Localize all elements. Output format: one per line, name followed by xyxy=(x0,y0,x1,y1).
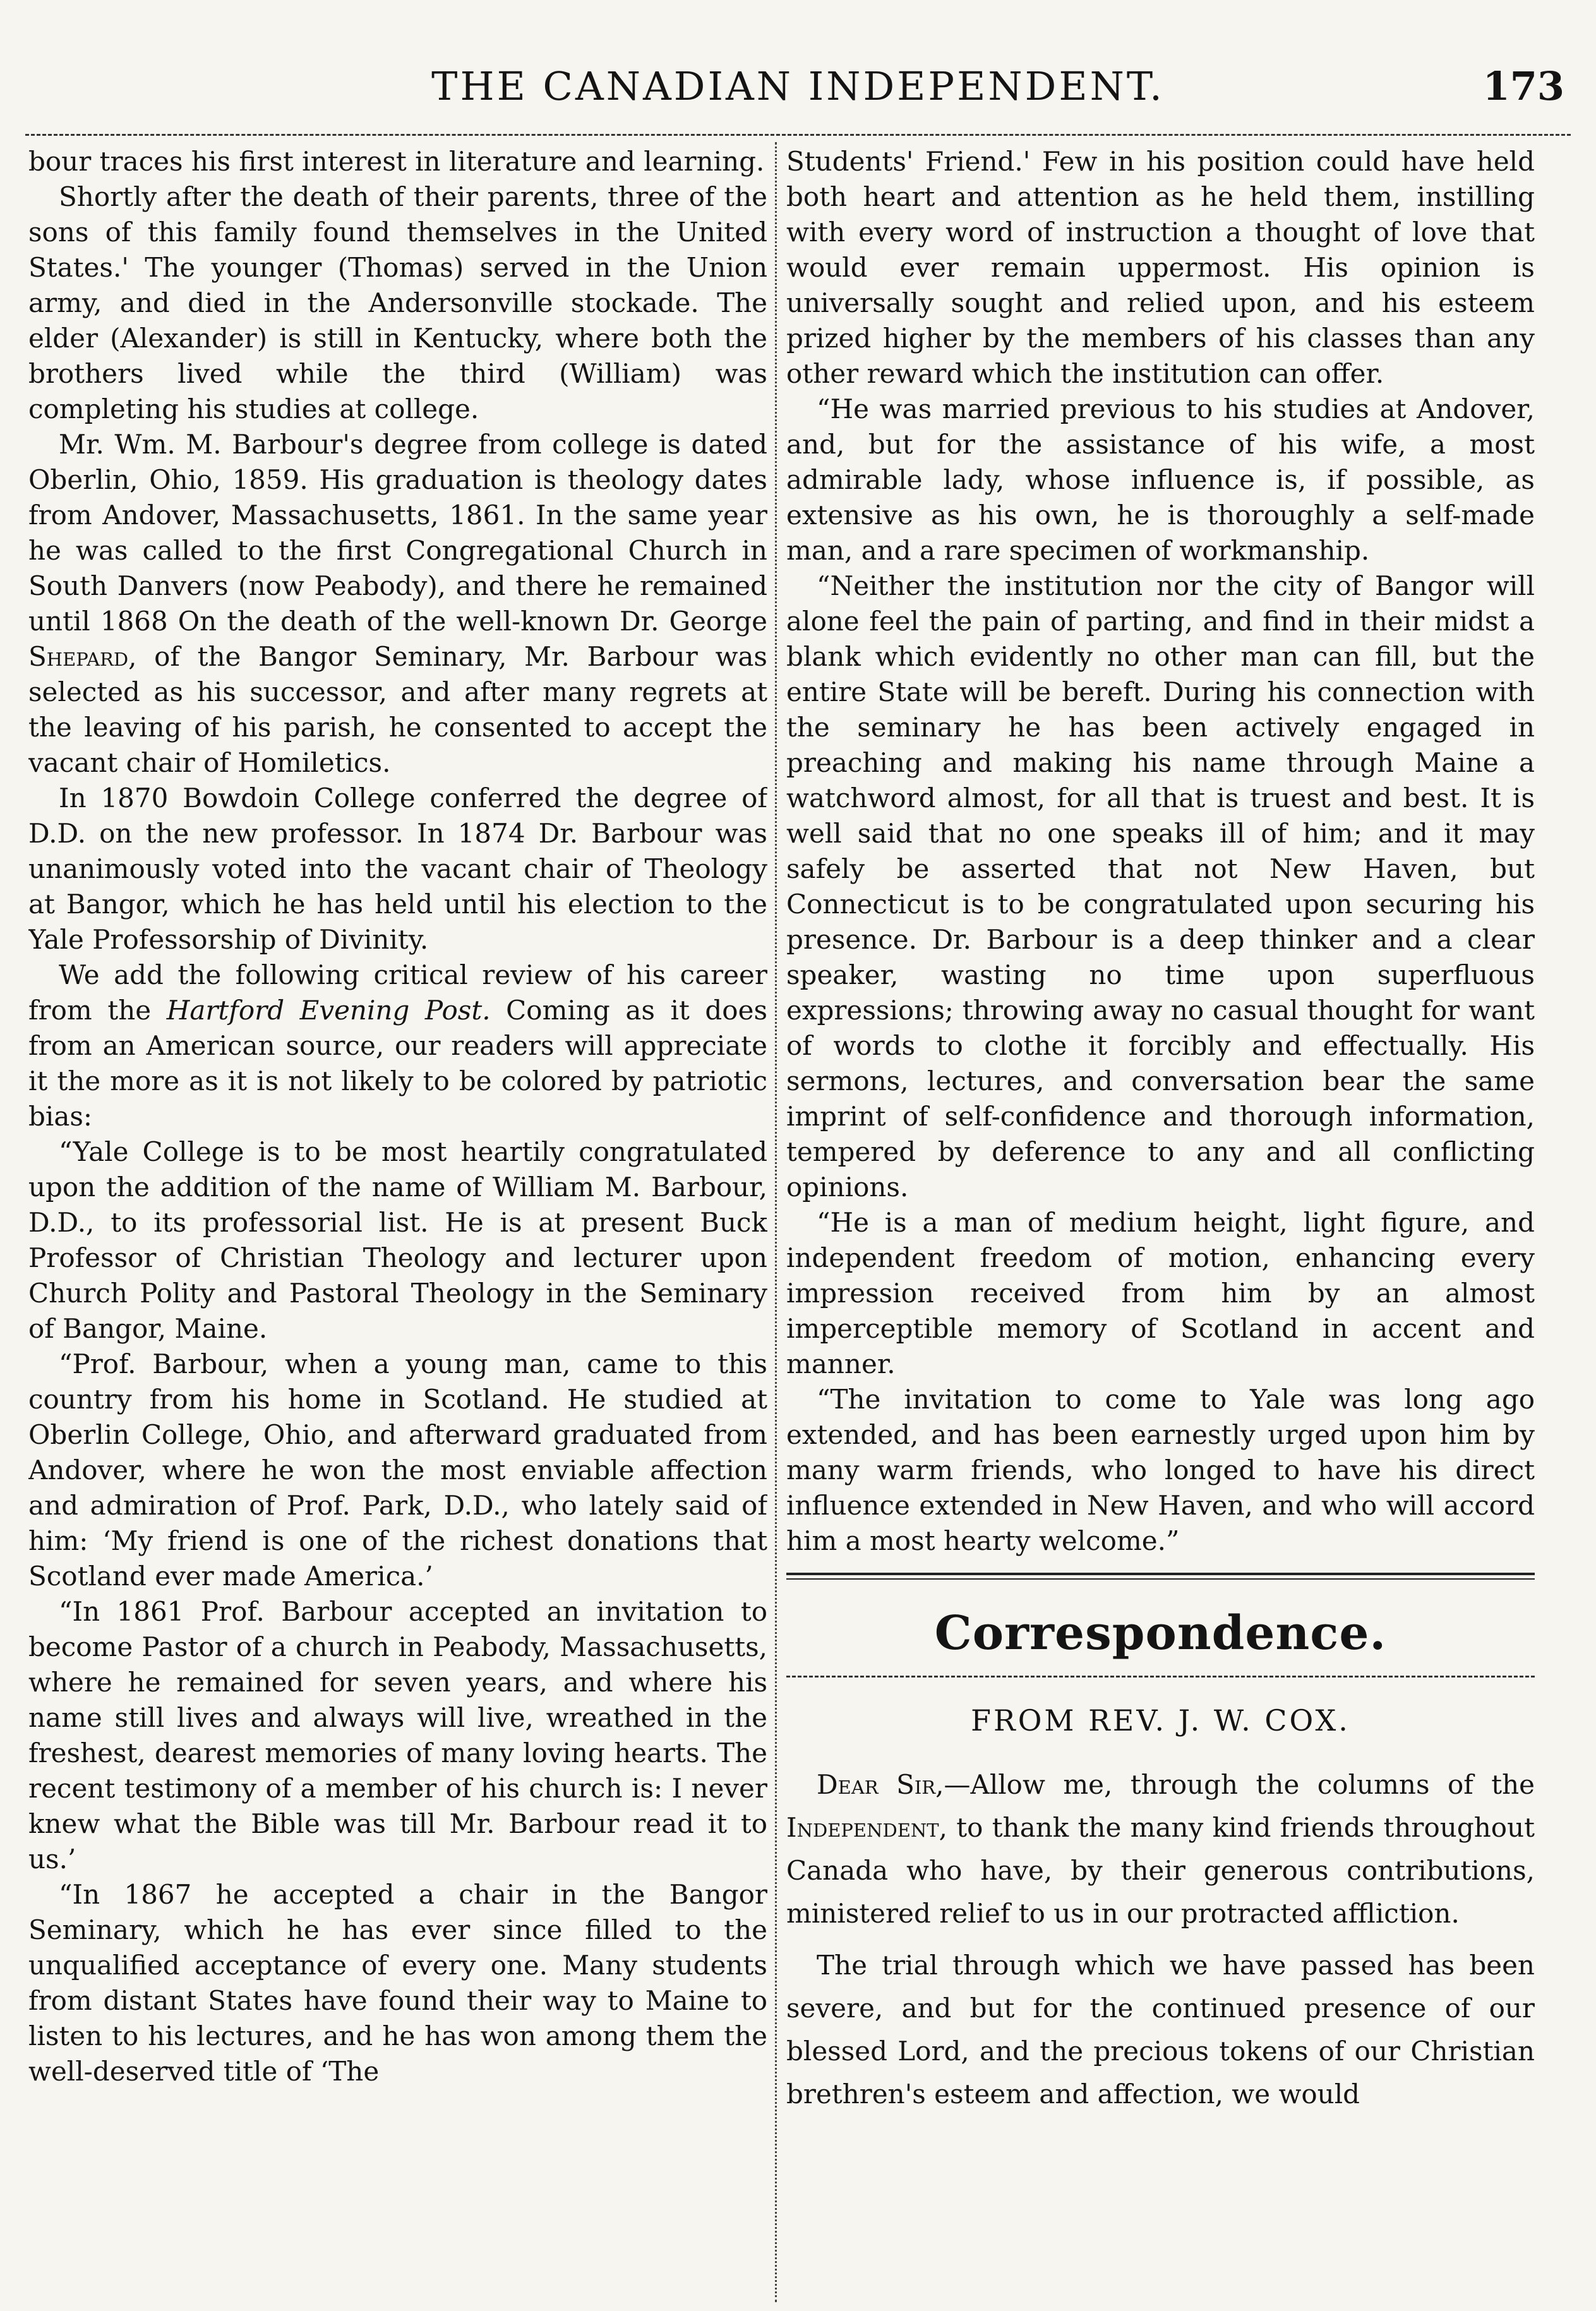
paragraph: “In 1861 Prof. Barbour accepted an invitation to become Pastor of a church in Peabody, Massachusetts, where he remained for seven years, and where his name still lives and always will live, wreathed in the freshest, dearest memories of many loving hearts. The recent testimony of a member of his church is: I never knew what the Bible was till Mr. Barbour read it to us.’ xyxy=(28,1596,767,1875)
letter-paragraph: Dear Sir,—Allow me, through the columns of the Independent, to thank the many kind friends throughout Canada who have, by their generous contributions, ministered relief to us in our protracted affliction. xyxy=(786,1769,1535,1929)
paragraph: bour traces his first interest in literature and learning. xyxy=(28,146,765,177)
paragraph: “Neither the institution nor the city of Bangor will alone feel the pain of parting, and find in their midst a blank which evidently no other man can fill, but the entire State will be bereft. During his connection with the seminary he has been actively engaged in preaching and making his name through Maine a watchword almost, for all that is truest and best. It is well said that no one speaks ill of him; and it may safely be asserted that not New Haven, but Connecticut is to be congratulated upon securing his presence. Dr. Barbour is a deep thinker and a clear speaker, wasting no time upon superfluous expressions; throwing away no casual thought for want of words to clothe it forcibly and effectually. His sermons, lectures, and conversation bear the same imprint of self-confidence and thorough information, tempered by deference to any and all conflicting opinions. xyxy=(786,570,1535,1203)
paragraph: “He is a man of medium height, light figure, and independent freedom of motion, enhancing every impression received from him by an almost imperceptible memory of Scotland in accent and manner. xyxy=(786,1207,1535,1379)
paragraph: Shortly after the death of their parents, three of the sons of this family found themselves in the United States.' The younger (Thomas) served in the Union army, and died in the Andersonville stockade. The elder (Alexander) is still in Kentucky, where both the brothers lived while the third (William) was completing his studies at college. xyxy=(28,181,767,424)
section-rule xyxy=(786,1573,1535,1580)
paragraph: “Yale College is to be most heartily congratulated upon the addition of the name of William M. Barbour, D.D., to its professorial list. He is at present Buck Professor of Christian Theology and lecturer upon Church Polity and Pastoral Theology in the Seminary of Bangor, Maine. xyxy=(28,1136,767,1344)
salutation: Dear Sir, xyxy=(817,1769,944,1800)
section-rule-dashed xyxy=(786,1676,1535,1678)
proper-name: Shepard xyxy=(28,641,129,672)
paragraph: Mr. Wm. M. Barbour's degree from college is dated Oberlin, Ohio, 1859. His graduation is theology dates from Andover, Massachusetts, 1861. In the same year he was called to the first Congregational Church in South Danvers (now Peabody), and there he remained until 1868 On the death of the well-known Dr. George Shepard, of the Bangor Seminary, Mr. Barbour was selected as his successor, and after many regrets at the leaving of his parish, he consented to accept the vacant chair of Homiletics. xyxy=(28,429,767,778)
paragraph: We add the following critical review of his career from the Hartford Evening Post. Coming as it does from an American source, our readers will appreciate it the more as it is not likely to be colored by patriotic bias: xyxy=(28,959,767,1132)
paragraph: “In 1867 he accepted a chair in the Bangor Seminary, which he has ever since filled to the unqualified acceptance of every one. Many students from distant States have found their way to Maine to listen to his lectures, and he has won among them the well-deserved title of ‘The xyxy=(28,1879,767,2087)
page-number: 173 xyxy=(1482,63,1564,109)
right-column xyxy=(786,144,1535,2291)
running-title: THE CANADIAN INDEPENDENT. xyxy=(431,63,1165,109)
left-column xyxy=(28,144,767,2291)
column-divider xyxy=(775,142,777,2302)
paragraph: “The invitation to come to Yale was long ago extended, and has been earnestly urged upon him by many warm friends, who longed to have his direct influence extended in New Haven, and who will accord him a most hearty welcome.” xyxy=(786,1384,1535,1556)
paragraph: In 1870 Bowdoin College conferred the degree of D.D. on the new professor. In 1874 Dr. Barbour was unanimously voted into the vacant chair of Theology at Bangor, which he has held until his election to the Yale Professorship of Divinity. xyxy=(28,783,767,955)
paragraph: “Prof. Barbour, when a young man, came to this country from his home in Scotland. He studied at Oberlin College, Ohio, and afterward graduated from Andover, where he won the most enviable affection and admiration of Prof. Park, D.D., who lately said of him: ‘My friend is one of the richest donations that Scotland ever made America.’ xyxy=(28,1348,767,1592)
source-name: Hartford Evening Post. xyxy=(166,995,491,1026)
paragraph: “He was married previous to his studies at Andover, and, but for the assistance of his wife, a most admirable lady, whose influence is, if possible, as extensive as his own, he is thoroughly a self-made man, and a rare specimen of workmanship. xyxy=(786,393,1535,566)
letter-paragraph: The trial through which we have passed has been severe, and but for the continued presence of our blessed Lord, and the precious tokens of our Christian brethren's esteem and affection, we would xyxy=(786,1950,1535,2110)
section-title: Correspondence. xyxy=(934,1606,1387,1660)
article-title: FROM REV. J. W. COX. xyxy=(971,1703,1350,1738)
publication-name: Independent xyxy=(786,1812,939,1843)
paragraph: Students' Friend.' Few in his position could have held both heart and attention as he held them, instilling with every word of instruction a thought of love that would ever remain uppermost. His opinion is universally sought and relied upon, and his esteem prized higher by the members of his classes than any other reward which the institution can offer. xyxy=(786,146,1535,389)
header-rule xyxy=(25,134,1571,136)
page-header xyxy=(25,63,1571,133)
